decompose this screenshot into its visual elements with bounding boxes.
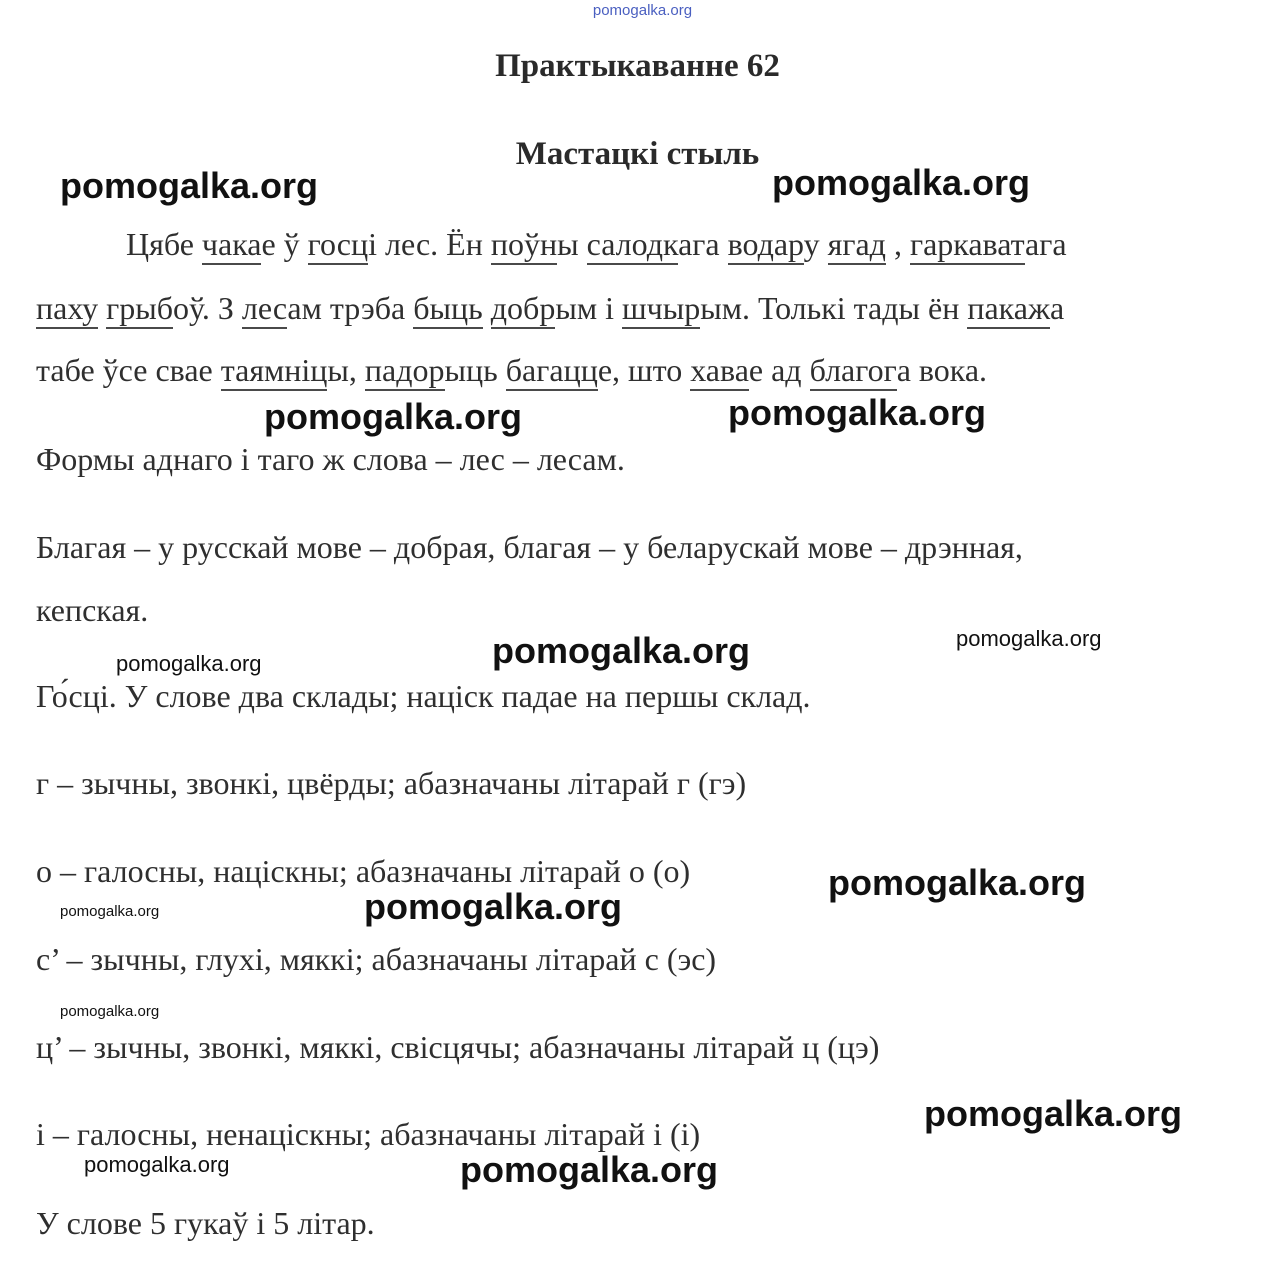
marked-stem: водар (728, 226, 804, 265)
watermark: pomogalka.org (84, 1152, 230, 1177)
text-part: ы, (327, 352, 365, 388)
sound-c-line: ц’ – зычны, звонкі, мяккі, свісцячы; абазначаны літарай ц (цэ) (36, 1029, 880, 1065)
text-part: а (1050, 290, 1065, 326)
marked-stem: госц (308, 226, 368, 265)
text-part: Цябе (126, 226, 202, 262)
watermark: pomogalka.org (264, 396, 523, 437)
watermark: pomogalka.org (728, 392, 987, 433)
marked-stem: благог (810, 352, 897, 391)
watermark: pomogalka.org (956, 626, 1102, 651)
marked-stem: быць (413, 290, 483, 329)
text-part: ым. Толькі тады ён (700, 290, 968, 326)
text-part: і лес. Ён (368, 226, 491, 262)
text-part: е ад (748, 352, 810, 388)
marked-stem: грыб (106, 290, 173, 329)
summary-line: У слове 5 гукаў і 5 літар. (36, 1205, 375, 1241)
marked-stem: шчыр (622, 290, 700, 329)
text-part: е ў (261, 226, 308, 262)
marked-stem: салодк (587, 226, 678, 265)
text-part: ага (1024, 226, 1067, 262)
marked-stem: лес (242, 290, 288, 329)
text-part: табе ўсе свае (36, 352, 221, 388)
watermark: pomogalka.org (492, 630, 751, 671)
marked-stem: паху (36, 290, 98, 329)
page-title: Практыкаванне 62 (495, 48, 780, 84)
watermark: pomogalka.org (924, 1093, 1183, 1134)
marked-stem: багацц (506, 352, 598, 391)
text-part: ыць (444, 352, 506, 388)
top-watermark: pomogalka.org (592, 2, 693, 19)
text-part: ы (557, 226, 587, 262)
text-part (98, 290, 106, 326)
forms-line: Формы аднаго і таго ж слова – лес – лесам. (36, 441, 625, 477)
marked-stem: чака (202, 226, 262, 265)
sound-o-line: о – галосны, націскны; абазначаны літарай о (о) (36, 853, 691, 889)
text-part: , (885, 226, 910, 262)
marked-stem: поўн (491, 226, 557, 265)
paragraph-line-2 (36, 290, 1064, 327)
paragraph-line-3 (36, 352, 987, 389)
marked-stem: ягад (828, 226, 886, 265)
text-part: а вока. (896, 352, 988, 388)
watermark: pomogalka.org (116, 651, 262, 676)
watermark: pomogalka.org (460, 1149, 719, 1190)
blagaya-line-2: кепская. (36, 592, 149, 628)
text-part: ам трэба (287, 290, 414, 326)
watermark: pomogalka.org (828, 862, 1087, 903)
watermark: pomogalka.org (60, 903, 160, 920)
watermark: pomogalka.org (364, 886, 623, 927)
text-part (483, 290, 491, 326)
gosci-line: Го́сці. У слове два склады; націск падае на першы склад. (36, 678, 811, 714)
marked-stem: пакаж (967, 290, 1050, 329)
marked-stem: таямніц (221, 352, 328, 391)
sound-g-line: г – зычны, звонкі, цвёрды; абазначаны літарай г (гэ) (36, 765, 747, 801)
text-part: е, што (597, 352, 691, 388)
text-part: ага (678, 226, 728, 262)
text-part: ым і (555, 290, 622, 326)
text-part: у (803, 226, 828, 262)
watermark: pomogalka.org (60, 165, 319, 206)
blagaya-line-1: Благая – у русскай мове – добрая, благая – у беларускай мове – дрэнная, (36, 529, 1023, 565)
sound-i-line: і – галосны, ненаціскны; абазначаны літарай і (і) (36, 1116, 701, 1152)
marked-stem: гаркават (910, 226, 1025, 265)
text-part: оў. З (173, 290, 242, 326)
watermark: pomogalka.org (60, 1003, 160, 1020)
sound-s-line: с’ – зычны, глухі, мяккі; абазначаны літарай с (эс) (36, 941, 717, 977)
paragraph-line-1 (126, 226, 1067, 263)
marked-stem: добр (491, 290, 556, 329)
marked-stem: падор (365, 352, 445, 391)
section-subtitle: Мастацкі стыль (515, 136, 760, 172)
watermark: pomogalka.org (772, 162, 1031, 203)
marked-stem: хава (690, 352, 749, 391)
